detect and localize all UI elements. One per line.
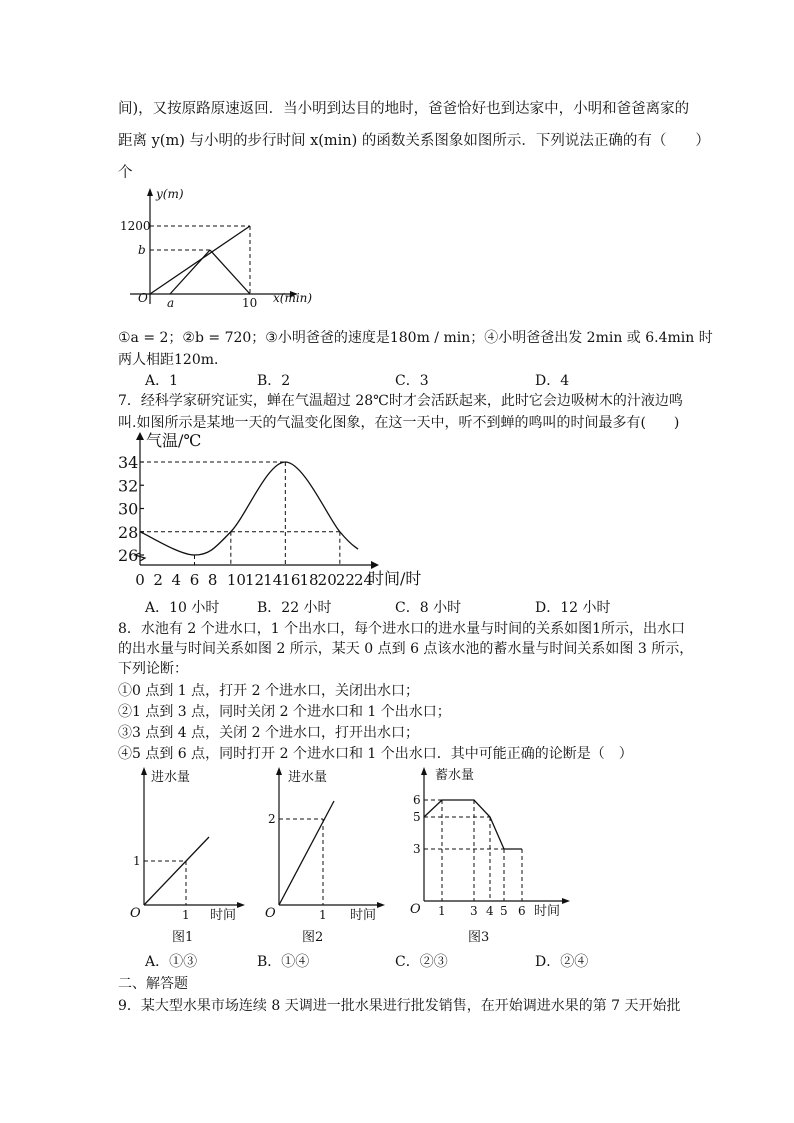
x-tick-label: 16: [281, 571, 301, 589]
q7-option-a: A．10 小时: [145, 600, 220, 616]
y-tick-label: 30: [118, 499, 139, 519]
q8-fig1-origin: O: [130, 906, 141, 921]
q6-y-1200: 1200: [120, 219, 151, 233]
q6-ylabel: y(m): [156, 187, 184, 201]
q6-option-d: D．4: [535, 373, 570, 389]
x-tick-label: 6: [189, 571, 200, 589]
q8-statement-4: ④5 点到 6 点，同时打开 2 个进水口和 1 个出水口．其中可能正确的论断是（ ）: [118, 746, 633, 762]
x-tick-label: 0: [135, 571, 145, 589]
q8-fig3-y6: 6: [413, 793, 421, 807]
q8-option-b: B．①④: [257, 954, 310, 970]
q8-fig1-y1: 1: [133, 854, 141, 868]
q7-option-b: B．22 小时: [257, 600, 332, 616]
y-tick-label: 32: [118, 476, 139, 496]
q8-line-2: 的出水量与时间关系如图 2 所示，某天 0 点到 6 点该水池的蓄水量与时间关系如图 3 所示，: [118, 641, 694, 657]
q8-fig2-y2: 2: [268, 812, 276, 826]
q6-line-2: 距离 y(m) 与小明的步行时间 x(min) 的函数关系图象如图所示．下列说法正确的有（ ）: [118, 133, 710, 149]
q8-fig1-xlabel: 时间: [210, 908, 237, 923]
x-tick-label: 18: [299, 571, 319, 589]
q8-fig1-ylabel: 进水量: [151, 770, 191, 785]
y-tick-label: 34: [118, 453, 139, 472]
x-tick-label: 20: [317, 571, 337, 589]
q8-fig3-xtick: 4: [486, 904, 494, 918]
temperature-chart: [118, 430, 428, 590]
x-tick-label: 10: [226, 571, 246, 589]
q8-fig2-x1: 1: [319, 908, 327, 922]
q6-x-10: 10: [242, 296, 258, 310]
q6-x-a: a: [167, 296, 175, 310]
q9-line-1: 9．某大型水果市场连续 8 天调进一批水果进行批发销售，在开始调进水果的第 7 天开始批: [118, 998, 681, 1014]
q8-fig3-ylabel: 蓄水量: [435, 768, 475, 783]
q6-option-b: B．2: [257, 373, 291, 389]
q6-origin: O: [138, 291, 148, 305]
x-tick-label: 22: [335, 571, 355, 589]
q7-option-c: C．8 小时: [395, 600, 462, 616]
y-axis-arrow: [136, 432, 144, 440]
q8-option-c: C．②③: [395, 954, 448, 970]
q6-line-3: 个: [118, 165, 133, 181]
y-tick-label: 28: [118, 522, 139, 542]
q6-y-b: b: [138, 243, 146, 257]
y-tick-label: 26: [118, 546, 139, 565]
q8-option-a: A．①③: [145, 954, 198, 970]
q8-statement-2: ②1 点到 3 点，同时关闭 2 个进水口和 1 个出水口；: [118, 704, 451, 720]
q8-fig3-xtick: 6: [518, 904, 526, 918]
q6-statements-2: 两人相距120m．: [118, 352, 228, 368]
q8-option-d: D．②④: [535, 954, 589, 970]
q8-fig3-y5: 5: [413, 810, 421, 824]
q8-figure-3: [404, 765, 574, 945]
temperature-curve: [140, 462, 358, 555]
x-tick-label: 2: [153, 571, 163, 589]
q8-fig1-x1: 1: [182, 908, 190, 922]
x-tick-label: 4: [171, 571, 182, 589]
q6-line-1: 间)，又按原路原速返回．当小明到达目的地时，爸爸恰好也到达家中，小明和爸爸离家的: [118, 101, 690, 117]
q8-fig3-xtick: 5: [500, 904, 508, 918]
q8-fig2-origin: O: [265, 906, 276, 921]
q8-fig3-xtick: 3: [470, 904, 478, 918]
q8-statement-3: ③3 点到 4 点，关闭 2 个进水口，打开出水口；: [118, 725, 419, 741]
q8-line-3: 下列论断：: [118, 661, 188, 677]
q8-fig3-origin: O: [410, 902, 421, 917]
q6-graph: [120, 186, 320, 310]
q8-figure-2: [259, 765, 389, 945]
q6-xlabel: x(min): [273, 291, 313, 305]
q8-fig3-xtick: 1: [438, 904, 446, 918]
q8-fig2-ylabel: 进水量: [288, 770, 328, 785]
chart-ylabel: 气温/℃: [146, 431, 202, 450]
q7-line-2: 叫.如图所示是某地一天的气温变化图象，在这一天中，听不到蝉的鸣叫的时间最多有( ): [118, 415, 680, 431]
chart-xlabel: 时间/时: [368, 569, 422, 588]
x-axis-arrow: [371, 561, 379, 569]
x-tick-label: 12: [245, 571, 265, 589]
section-title: 二、解答题: [118, 976, 188, 992]
q6-option-a: A．1: [145, 373, 179, 389]
q8-figure-1: [124, 765, 244, 945]
q6-statements: ①a = 2；②b = 720；③小明爸爸的速度是180m / min；④小明爸爸出发 2min 或 6.4min 时: [118, 330, 713, 346]
q6-option-c: C．3: [395, 373, 429, 389]
q8-fig3-xlabel: 时间: [534, 904, 561, 919]
q8-fig3-caption: 图3: [468, 930, 490, 945]
q8-statement-1: ①0 点到 1 点，打开 2 个进水口，关闭出水口；: [118, 683, 419, 699]
q8-fig2-caption: 图2: [302, 930, 324, 945]
x-tick-label: 14: [263, 571, 283, 589]
q8-fig1-caption: 图1: [172, 930, 194, 945]
q7-option-d: D．12 小时: [535, 600, 611, 616]
q8-fig2-xlabel: 时间: [350, 908, 377, 923]
q8-fig3-y3: 3: [413, 842, 421, 856]
q8-line-1: 8．水池有 2 个进水口，1 个出水口，每个进水口的进水量与时间的关系如图1所示，出水口: [118, 621, 685, 637]
x-tick-label: 8: [207, 571, 218, 589]
q7-line-1: 7．经科学家研究证实，蝉在气温超过 28℃时才会活跃起来，此时它会边吸树木的汁液边鸣: [118, 393, 683, 409]
x-tick-label: 24: [354, 571, 374, 589]
